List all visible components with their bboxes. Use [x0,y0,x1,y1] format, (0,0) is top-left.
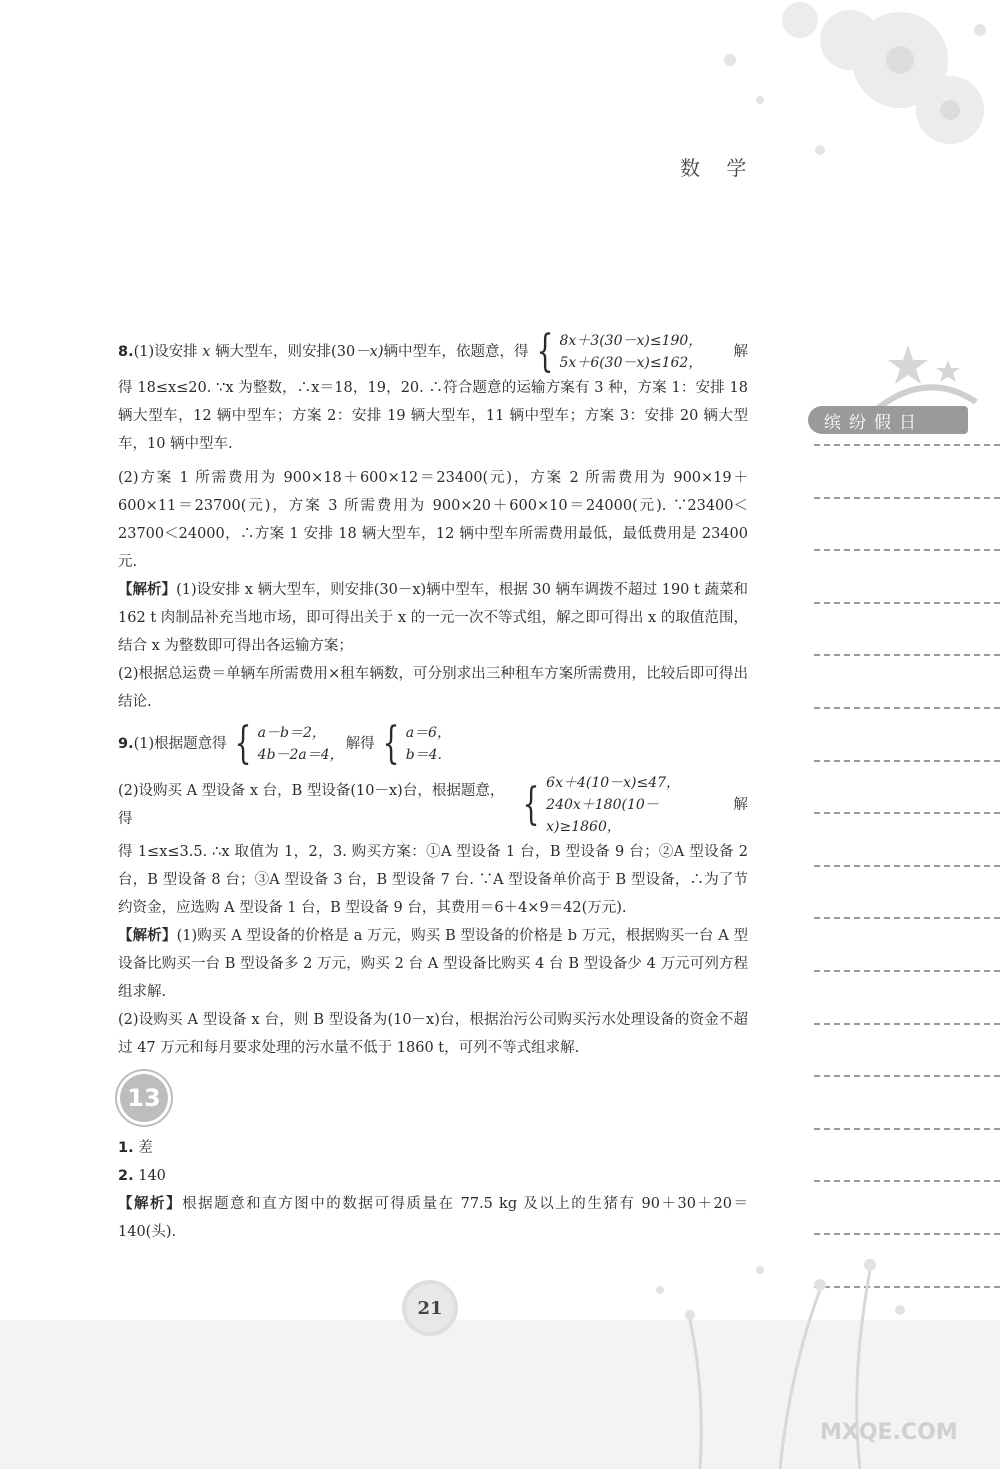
q8-line1 [118,326,748,377]
q9-sys2-line-b: b＝4. [405,747,443,763]
q8-p1-tail: 解 [733,344,748,360]
q9-p2-tail: 解 [733,797,748,813]
q9-line1 [118,718,748,769]
q8-p1-lead: (1)设安排 [133,344,198,360]
note-line [814,654,1000,656]
q9-inequality-system: { 6x＋4(10－x)≤47， 240x＋180(10－x)≥1860， [517,772,731,838]
q8-sys-line-a: 8x＋3(30－x)≤190， [559,333,703,349]
note-line [814,444,1000,446]
note-line [814,812,1000,814]
note-line [814,1075,1000,1077]
note-line [814,707,1000,709]
s13-analysis-text: 根据题意和直方图中的数据可得质量在 77.5 kg 及以上的生猪有 90＋30＋20＝140(头). [118,1196,748,1240]
q9-line2 [118,772,748,838]
q9-p2-rest: 得 1≤x≤3.5. ∴x 取值为 1，2，3. 购买方案：①A 型设备 1 台，B 型设备 9 台；②A 型设备 2 台，B 型设备 8 台；③A 型设备 3 台，B 型设备 7 台. ∵A 型设备单价高于 B 型设备，∴为了节约资金，应选购 A 型设备 1 台，B 型设备 9 台，其费用＝6＋4×9＝42(万元). [118,844,748,916]
note-line [814,1180,1000,1182]
q9-sys1-line-a: a－b＝2， [257,725,326,741]
q8-analysis-text-1: (1)设安排 x 辆大型车，则安排(30－x)辆中型车，根据 30 辆车调拨不超过 190 t 蔬菜和 162 t 肉制品补充当地市场，即可得出关于 x 的一元一次不等式组，解之即可得出 x 的取值范围，结合 x 为整数即可得出各运输方案； [118,582,748,654]
note-line [814,1023,1000,1025]
q8-p1-c: 辆中型车，依题意，得 [383,344,529,360]
q9-solution-system: { a＝6， b＝4. [382,718,451,769]
q8-inequality-system: { 8x＋3(30－x)≤190， 5x＋6(30－x)≤162， [536,326,703,377]
notes-sidebar [808,340,1000,1240]
q8-p1-rest: 得 18≤x≤20. ∵x 为整数，∴x＝18，19，20. ∴符合题意的运输方案有 3 种，方案 1：安排 18 辆大型车，12 辆中型车；方案 2：安排 19 辆大型车，11 辆中型车；方案 3：安排 20 辆大型车，10 辆中型车. [118,380,748,452]
q9-p1-mid: 解得 [345,736,375,752]
page-number [398,1276,462,1340]
section-badge: 13 [120,1074,168,1122]
subject-title: 数 学 [680,156,757,180]
q8-p1-b: 辆大型车，则安排(30 [215,344,356,360]
s13-analysis-label: 【解析】 [118,1195,183,1212]
q8-analysis-label: 【解析】 [118,581,177,598]
q8-var-x: x [197,344,216,360]
q9-analysis-1 [118,922,748,1006]
q8-p2: (2)方案 1 所需费用为 900×18＋600×12＝23400(元)，方案 2 所需费用为 900×19＋600×11＝23700(元)，方案 3 所需费用为 900×20＋600×10＝24000(元). ∵23400＜23700＜24000，∴方案 1 安排 18 辆大型车，12 辆中型车所需费用最低，最低费用是 23400 元. [118,470,748,570]
sidebar-title: 缤纷假日 [808,406,968,434]
s13-q2 [118,1162,748,1190]
note-line [814,549,1000,551]
q9-p1-lead: (1)根据题意得 [133,736,227,752]
s13-q2-number: 2. [118,1168,134,1184]
note-line [814,917,1000,919]
s13-q2-answer: 140 [138,1168,166,1184]
note-line [814,1128,1000,1130]
q8-var-x2: －x) [355,344,384,360]
q9-analysis-2: (2)设购买 A 型设备 x 台，则 B 型设备为(10－x)台，根据治污公司购买污水处理设备的资金不超过 47 万元和每月要求处理的污水量不低于 1860 t，可列不等式组求解. [118,1012,748,1056]
note-lines [814,444,1000,1338]
q8-analysis-2: (2)根据总运费＝单辆车所需费用×租车辆数，可分别求出三种租车方案所需费用，比较后即可得出结论. [118,666,748,710]
q9-sys3-line-b: 240x＋180(10－x)≥1860， [546,797,659,835]
q8-analysis-1 [118,576,748,660]
s13-q1-number: 1. [118,1140,134,1156]
q9-number: 9. [118,736,134,752]
q8-number: 8. [118,344,134,360]
note-line [814,602,1000,604]
site-watermark: MXQE.COM [820,1420,958,1445]
q9-equation-system: { a－b＝2， 4b－2a＝4， [234,718,344,769]
note-line [814,970,1000,972]
note-line [814,497,1000,499]
q9-p2-lead: (2)设购买 A 型设备 x 台，B 型设备(10－x)台，根据题意，得 [118,783,505,827]
floral-decoration [600,0,1000,200]
q8-sys-line-b: 5x＋6(30－x)≤162， [559,355,703,371]
q9-sys3-line-a: 6x＋4(10－x)≤47， [546,775,681,791]
q9-analysis-label: 【解析】 [118,927,177,944]
q9-analysis-text-1: (1)购买 A 型设备的价格是 a 万元，购买 B 型设备的价格是 b 万元，根据购买一台 A 型设备比购买一台 B 型设备多 2 万元，购买 2 台 A 型设备比购买 4 台 B 型设备少 4 万元可列方程组求解. [118,928,749,1000]
s13-q1 [118,1134,748,1162]
s13-q1-answer: 差 [138,1140,153,1156]
page-number-text: 21 [417,1297,443,1319]
star-decoration-icon [868,340,978,410]
answer-content [118,326,749,1246]
note-line [814,760,1000,762]
q9-sys2-line-a: a＝6， [405,725,451,741]
note-line [814,865,1000,867]
q9-sys1-line-b: 4b－2a＝4， [257,747,344,763]
